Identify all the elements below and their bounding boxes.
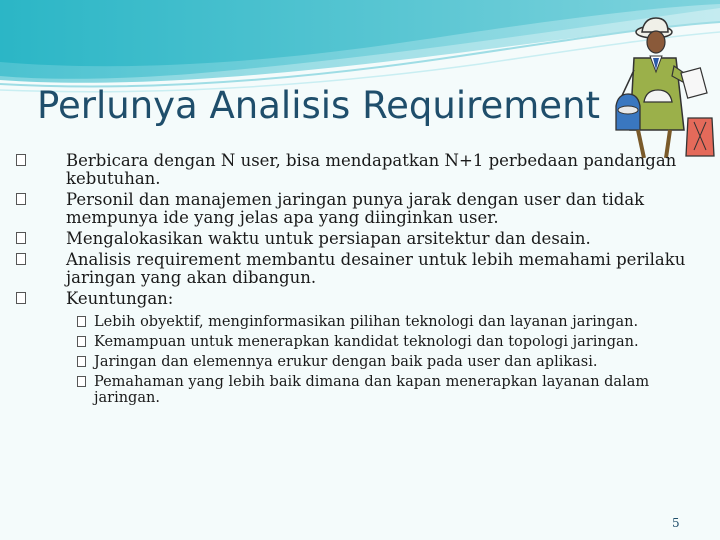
hollow-square-bullet-icon bbox=[16, 292, 26, 304]
sub-bullet-text: Jaringan dan elemennya erukur dengan baik pada user dan aplikasi. bbox=[94, 354, 598, 370]
bullet-item bbox=[16, 230, 706, 248]
bullet-text: Analisis requirement membantu desainer untuk lebih memahami perilaku jaringan yang akan dibangun. bbox=[66, 250, 686, 287]
header-wave-decoration bbox=[0, 0, 720, 95]
hollow-square-bullet-icon bbox=[16, 253, 26, 265]
bullet-item bbox=[16, 290, 706, 308]
hollow-square-bullet-icon bbox=[77, 336, 86, 347]
slide-title: Perlunya Analisis Requirement bbox=[37, 84, 601, 127]
sub-bullet-text: Kemampuan untuk menerapkan kandidat teknologi dan topologi jaringan. bbox=[94, 334, 639, 350]
sub-bullet-text: Pemahaman yang lebih baik dimana dan kapan menerapkan layanan dalam jaringan. bbox=[94, 374, 650, 406]
hollow-square-bullet-icon bbox=[16, 193, 26, 205]
bullet-item bbox=[16, 191, 706, 227]
bullet-item bbox=[16, 152, 706, 188]
sub-bullet-item bbox=[77, 314, 706, 330]
sub-bullet-item bbox=[77, 374, 706, 406]
bullet-list bbox=[16, 152, 706, 410]
hollow-square-bullet-icon bbox=[77, 356, 86, 367]
hollow-square-bullet-icon bbox=[77, 316, 86, 327]
sub-bullet-item bbox=[77, 334, 706, 350]
sub-bullet-list bbox=[16, 314, 706, 406]
sub-bullet-text: Lebih obyektif, menginformasikan pilihan teknologi dan layanan jaringan. bbox=[94, 314, 639, 330]
bullet-text: Berbicara dengan N user, bisa mendapatkan N+1 perbedaan pandangan kebutuhan. bbox=[66, 151, 677, 188]
sub-bullet-item bbox=[77, 354, 706, 370]
bullet-text: Keuntungan: bbox=[66, 289, 174, 308]
hollow-square-bullet-icon bbox=[16, 154, 26, 166]
surveyor-with-clipboard-illustration bbox=[614, 10, 718, 160]
bullet-text: Mengalokasikan waktu untuk persiapan arsitektur dan desain. bbox=[66, 229, 591, 248]
hollow-square-bullet-icon bbox=[16, 232, 26, 244]
hollow-square-bullet-icon bbox=[77, 376, 86, 387]
page-number: 5 bbox=[672, 516, 680, 530]
bullet-item bbox=[16, 251, 706, 287]
bullet-text: Personil dan manajemen jaringan punya jarak dengan user dan tidak mempunya ide yang jelas apa yang diinginkan user. bbox=[66, 190, 645, 227]
